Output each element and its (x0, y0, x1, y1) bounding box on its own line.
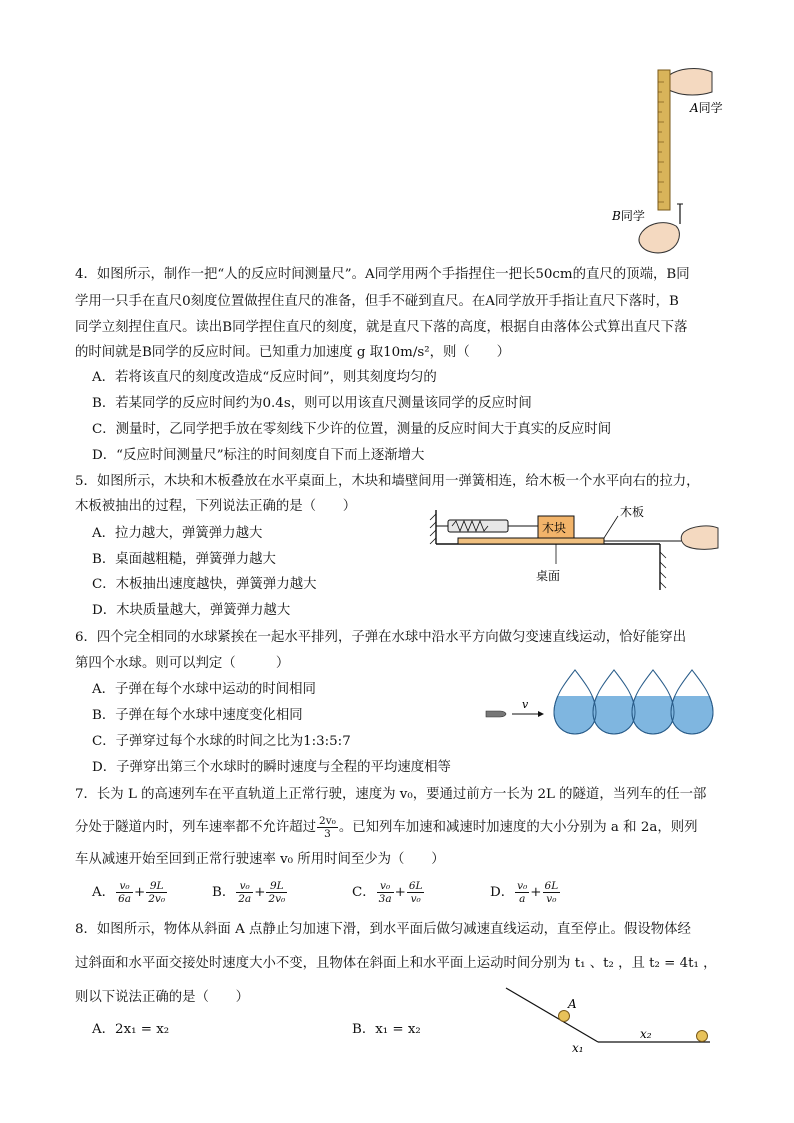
q4-option-c: C．测量时，乙同学把手放在零刻线下少许的位置，测量的反应时间大于真实的反应时间 (92, 422, 612, 437)
q7-d-f2n: 6L (544, 880, 559, 892)
bullet-icon (486, 711, 506, 717)
q7-options (92, 876, 692, 910)
q8-line-3: 则以下说法正确的是（ ） (75, 990, 250, 1005)
water-ball-4 (671, 670, 713, 734)
q4-stem-line-2: 学用一只手在直尺0刻度位置做捏住直尺的准备，但手不碰到直尺。在A同学放开手指让直尺下落时，B (75, 294, 679, 309)
q7-option-d: D． $\frac{\text{v₀}}{a}$ + $\frac{6L}{\text{v₀}}$ (490, 880, 559, 905)
q7-d-f1n: v₀ (517, 880, 528, 892)
q5-stem-line-1: 5．如图所示，木块和木板叠放在水平桌面上，木块和墙壁间用一弹簧相连，给木板一个水平向右的拉力， (75, 474, 700, 489)
water-balls-figure (480, 662, 716, 740)
q7-b-f2d: 2v₀ (268, 893, 286, 905)
q7-c-f1n: v₀ (377, 880, 394, 893)
q4-option-a: A．若将该直尺的刻度改造成“反应时间”，则其刻度均匀的 (92, 370, 437, 385)
ball-end-icon (697, 1031, 708, 1042)
board-label: 木板 (620, 505, 645, 519)
q5-stem-line-2: 木板被抽出的过程，下列说法正确的是（ ） (75, 499, 357, 514)
q7-option-d-label: D． (490, 885, 515, 900)
spring-board-figure (428, 502, 720, 594)
q5-option-b: B．桌面越粗糙，弹簧弹力越大 (92, 552, 276, 567)
q5-option-d: D．木块质量越大，弹簧弹力越大 (92, 603, 291, 618)
q5-option-a: A．拉力越大，弹簧弹力越大 (92, 526, 263, 541)
q7-speed-fraction (317, 815, 338, 840)
q8-line-2: 过斜面和水平面交接处时速度大小不变，且物体在斜面上和水平面上运动时间分别为 t₁ 、t₂ ，且 t₂ = 4t₁ ， (75, 956, 717, 971)
q7-a-f2n: 9L (146, 880, 167, 893)
q7-c-f2n: 6L (408, 880, 423, 892)
water-ball-1 (554, 670, 596, 734)
velocity-label: v (522, 698, 529, 711)
block-label: 木块 (542, 521, 567, 535)
q7-option-b-label: B． (212, 885, 236, 900)
q7-d-f2d: v₀ (546, 893, 557, 905)
q7-a-f1d: 6a (118, 893, 132, 905)
table-label: 桌面 (536, 569, 561, 583)
q8-line-1: 8．如图所示，物体从斜面 A 点静止匀加速下滑，到水平面后做匀减速直线运动，直至停止。假设物体经 (75, 922, 691, 937)
board (458, 538, 604, 544)
q6-option-a: A．子弹在每个水球中运动的时间相同 (92, 682, 316, 697)
q5-option-c: C．木板抽出速度越快，弹簧弹力越大 (92, 577, 317, 592)
ball-start-icon (559, 1011, 570, 1022)
ruler-figure (600, 62, 740, 262)
q7-option-c-label: C． (352, 885, 376, 900)
q7-line-2 (75, 814, 698, 842)
q6-stem-line-1: 6．四个完全相同的水球紧挨在一起水平排列，子弹在水球中沿水平方向做匀变速直线运动，恰好能穿出 (75, 630, 687, 645)
q7-line-1: 7．长为 L 的高速列车在平直轨道上正常行驶，速度为 v₀，要通过前方一长为 2L 的隧道，当列车的任一部 (75, 787, 707, 802)
q6-option-c: C．子弹穿过每个水球的时间之比为1:3:5:7 (92, 734, 351, 749)
q4-stem-line-4: 的时间就是B同学的反应时间。已知重力加速度 g 取10m/s²，则（ ） (75, 345, 510, 360)
q6-option-b: B．子弹在每个水球中速度变化相同 (92, 708, 303, 723)
q4-stem-line-3: 同学立刻捏住直尺。读出B同学捏住直尺的刻度，就是直尺下落的高度，根据自由落体公式算出直尺下落 (75, 320, 688, 335)
q4-option-b: B．若某同学的反应时间约为0.4s，则可以用该直尺测量该同学的反应时间 (92, 396, 532, 411)
q7-option-b: B． $\frac{\text{v₀}}{2a}$ + $\frac{9L}{\text{2v₀}}$ (212, 880, 286, 905)
point-a-label: A (568, 997, 577, 1011)
q7-option-c: C． $\frac{\text{v₀}}{3a}$ + $\frac{6L}{\text{v₀}}$ (352, 880, 423, 905)
q6-stem-line-2: 第四个水球。则可以判定（ ） (75, 656, 290, 671)
q7-line-3: 车从减速开始至回到正常行驶速率 v₀ 所用时间至少为（ ） (75, 852, 445, 867)
q7-a-f2d: 2v₀ (148, 893, 166, 905)
q7-frac-num: 2v₀ (319, 815, 336, 827)
hand-a-icon (665, 69, 712, 95)
water-ball-3 (632, 670, 674, 734)
ruler (658, 70, 670, 210)
q8-option-b: B．x₁ = x₂ (352, 1022, 421, 1037)
pulling-hand-icon (681, 526, 718, 549)
q7-c-f2d: v₀ (410, 893, 421, 905)
x1-label: x₁ (572, 1041, 584, 1054)
incline (506, 988, 598, 1042)
q7-line-2b: 。已知列车加速和减速时加速度的大小分别为 a 和 2a，则列 (338, 820, 698, 835)
q7-option-a: A． $\frac{\text{v₀}}{6a}$ + $\frac{9L}{\text{2v₀}}$ (92, 880, 166, 905)
q6-option-d: D．子弹穿出第三个水球时的瞬时速度与全程的平均速度相等 (92, 760, 451, 775)
q7-c-f1d: 3a (378, 893, 392, 905)
q7-line-2a: 分处于隧道内时，列车速率都不允许超过 (75, 820, 317, 835)
label-a: A同学 (690, 101, 723, 115)
slope-figure (500, 982, 716, 1054)
q7-b-f1n: v₀ (236, 880, 253, 893)
q7-option-a-label: A． (92, 885, 116, 900)
water-ball-2 (593, 670, 635, 734)
q4-stem-line-1: 4．如图所示，制作一把“人的反应时间测量尺”。A同学用两个手指捏住一把长50cm的直尺的顶端，B同 (75, 267, 690, 282)
q7-b-f1d: 2a (238, 893, 252, 905)
x2-label: x₂ (640, 1027, 652, 1041)
hand-b-icon (639, 223, 679, 253)
q7-frac-den: 3 (324, 828, 331, 840)
q8-option-a: A．2x₁ = x₂ (92, 1022, 170, 1037)
q4-option-d: D．“反应时间测量尺”标注的时间刻度自下而上逐渐增大 (92, 448, 425, 463)
q7-d-f1d: a (519, 893, 526, 905)
label-b: B同学 (612, 209, 645, 223)
q7-a-f1n: v₀ (116, 880, 133, 893)
q7-b-f2n: 9L (266, 880, 287, 893)
